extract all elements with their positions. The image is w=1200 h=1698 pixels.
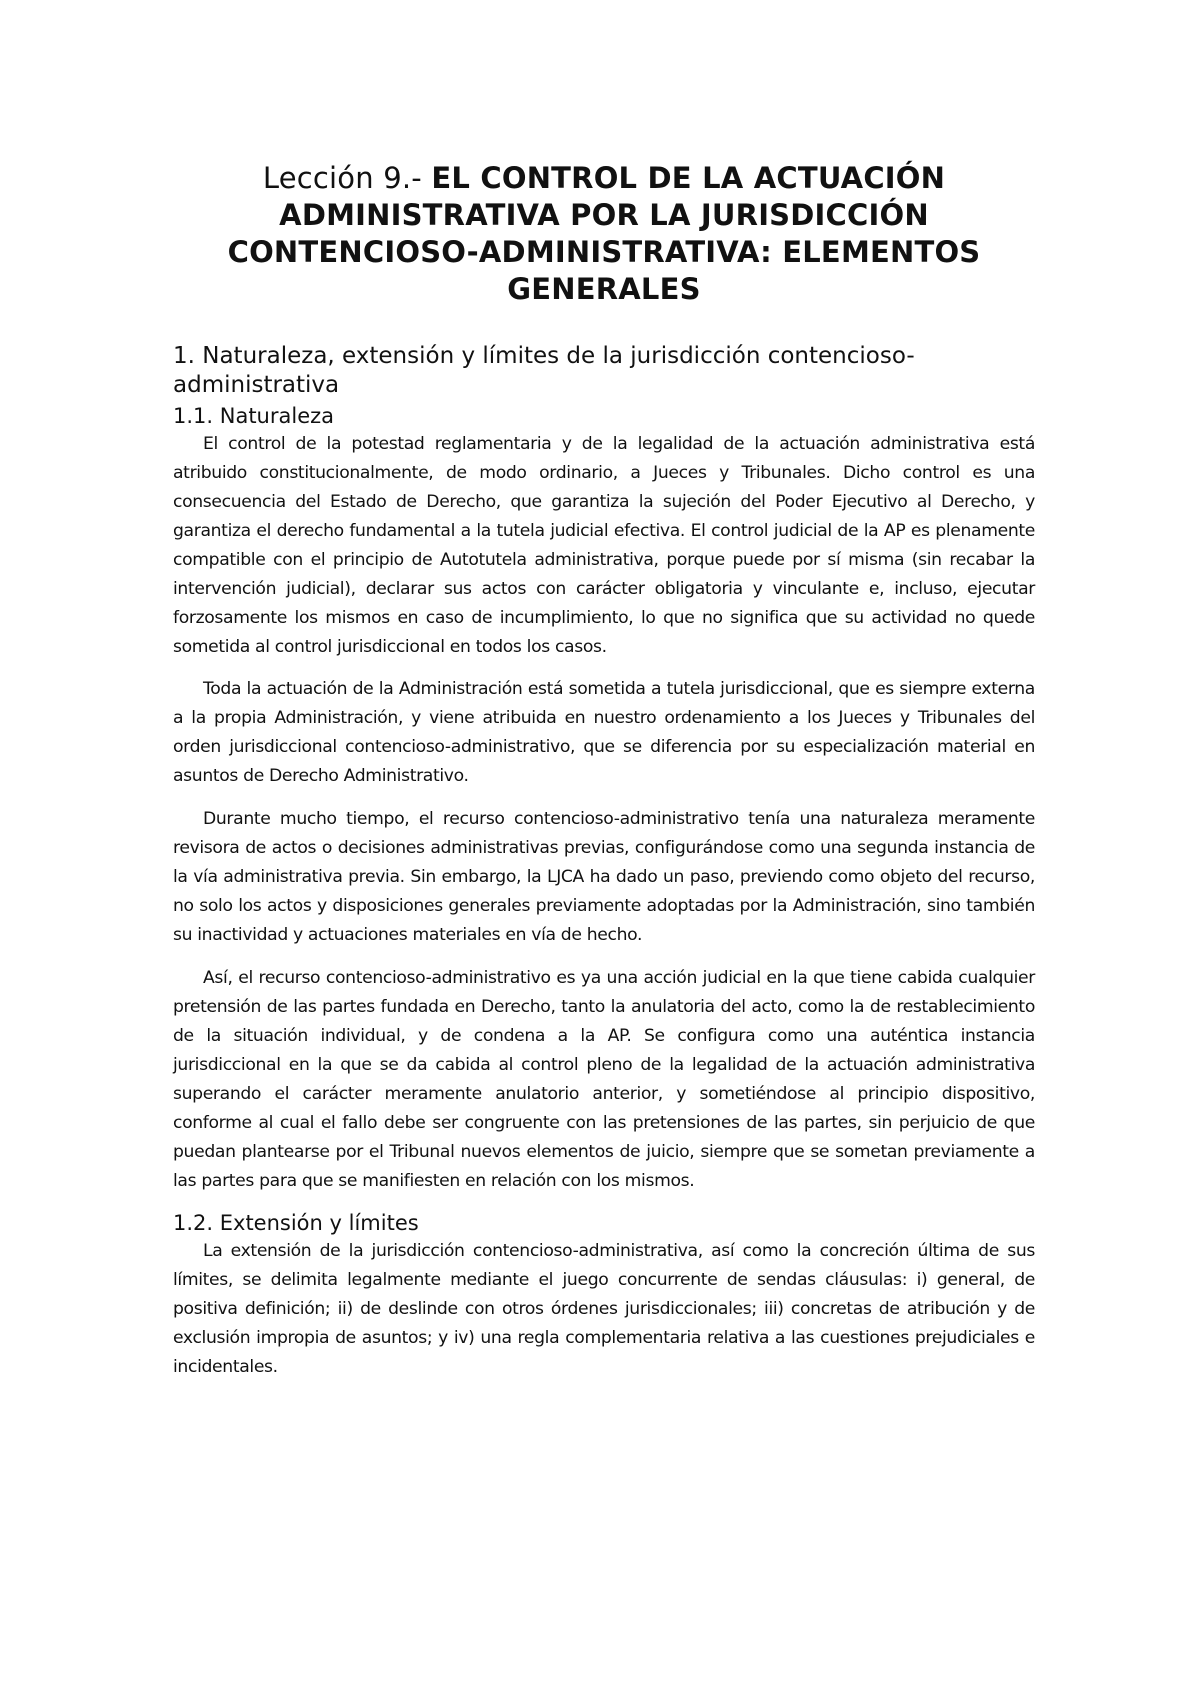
subsection-1-2-heading: 1.2. Extensión y límites [173, 1211, 419, 1235]
paragraph-1-1-1: El control de la potestad reglamentaria y de la legalidad de la actuación administrativa está atribuido constitucionalmente, de modo ordinario, a Jueces y Tribunales. Dicho control es una consecuencia del Estado de Derecho, que garantiza la sujeción del Poder Ejecutivo al Derecho, y garantiza el derecho fundamental a la tutela judicial efectiva. El control judicial de la AP es plenamente compatible con el principio de Autotutela administrativa, porque puede por sí misma (sin recabar la intervención judicial), declarar sus actos con carácter obligatoria y vinculante e, incluso, ejecutar forzosamente los mismos en caso de incumplimiento, lo que no significa que su actividad no quede sometida al control jurisdiccional en todos los casos. [173, 434, 1035, 657]
title-bold-text: EL CONTROL DE LA ACTUACIÓN ADMINISTRATIVA POR LA JURISDICCIÓN CONTENCIOSO-ADMINISTRATIVA: ELEMENTOS GENERALES [227, 161, 981, 306]
paragraph-1-1-4: Así, el recurso contencioso-administrativo es ya una acción judicial en la que tiene cabida cualquier pretensión de las partes fundada en Derecho, tanto la anulatoria del acto, como la de restablecimiento de la situación individual, y de condena a la AP. Se configura como una auténtica instancia jurisdiccional en la que se da cabida al control pleno de la legalidad de la actuación administrativa superando el carácter meramente anulatorio anterior, y sometiéndose al principio dispositivo, conforme al cual el fallo debe ser congruente con las pretensiones de las partes, sin perjuicio de que puedan plantearse por el Tribunal nuevos elementos de juicio, siempre que se sometan previamente a las partes para que se manifiesten en relación con los mismos. [173, 968, 1035, 1191]
title-prefix: Lección 9.- [262, 161, 432, 195]
section-1-heading: 1. Naturaleza, extensión y límites de la jurisdicción contencioso-administrativa [173, 343, 915, 398]
document-page [173, 160, 1035, 1396]
subsection-1-1-heading: 1.1. Naturaleza [173, 404, 335, 428]
document-title [173, 160, 1035, 308]
paragraph-1-2-1: La extensión de la jurisdicción contencioso-administrativa, así como la concreción última de sus límites, se delimita legalmente mediante el juego concurrente de sendas cláusulas: i) general, de positiva definición; ii) de deslinde con otros órdenes jurisdiccionales; iii) concretas de atribución y de exclusión impropia de asuntos; y iv) una regla complementaria relativa a las cuestiones prejudiciales e incidentales. [173, 1241, 1035, 1377]
paragraph-1-1-3: Durante mucho tiempo, el recurso contencioso-administrativo tenía una naturaleza meramente revisora de actos o decisiones administrativas previas, configurándose como una segunda instancia de la vía administrativa previa. Sin embargo, la LJCA ha dado un paso, previendo como objeto del recurso, no solo los actos y disposiciones generales previamente adoptadas por la Administración, sino también su inactividad y actuaciones materiales en vía de hecho. [173, 809, 1035, 945]
paragraph-1-1-2: Toda la actuación de la Administración está sometida a tutela jurisdiccional, que es siempre externa a la propia Administración, y viene atribuida en nuestro ordenamiento a los Jueces y Tribunales del orden jurisdiccional contencioso-administrativo, que se diferencia por su especialización material en asuntos de Derecho Administrativo. [173, 679, 1035, 786]
